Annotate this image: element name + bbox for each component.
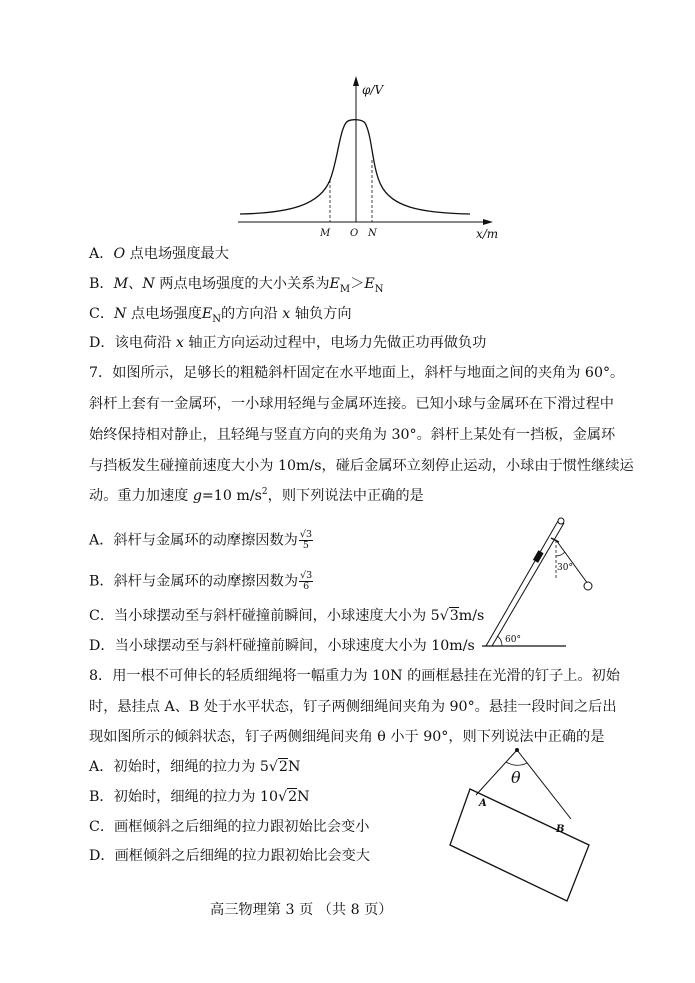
rope-angle-label: 30°	[557, 563, 573, 573]
q7-stem-line-3: 始终保持相对静止，且轻绳与竖直方向的夹角为 30°。斜杆上某处有一挡板，金属环	[89, 427, 616, 443]
q7-option-c: C．当小球摆动至与斜杆碰撞前瞬间，小球速度大小为 5√3m/s	[89, 608, 485, 624]
q8-option-b: B．初始时，细绳的拉力为 10√2N	[89, 789, 310, 805]
point-a-label: A	[479, 798, 487, 809]
tick-label-m: M	[320, 228, 331, 239]
q6-option-c: C．N 点电场强度$E_N$的方向沿 x 轴负方向	[89, 306, 352, 325]
y-axis-label: φ/V	[362, 83, 384, 97]
tick-label-n: N	[368, 228, 377, 239]
q6-option-a: A．O 点电场强度最大	[89, 246, 229, 262]
q7-option-d: D．当小球摆动至与斜杆碰撞前瞬间，小球速度大小为 10m/s	[89, 638, 475, 654]
point-b-label: B	[556, 824, 565, 835]
q8-option-a: A．初始时，细绳的拉力为 5√2N	[89, 759, 301, 775]
picture-frame	[450, 789, 589, 901]
x-axis-label: x/m	[476, 227, 499, 241]
nail	[515, 748, 519, 752]
string-right	[517, 750, 571, 819]
q8-option-c: C．画框倾斜之后细绳的拉力跟初始比会变小	[89, 819, 370, 835]
q7-option-a: A．斜杆与金属环的动摩擦因数为 $\frac{√3}{5}$	[89, 529, 312, 551]
q7-stem-line-1: 7．如图所示，足够长的粗糙斜杆固定在水平地面上，斜杆与地面之间的夹角为 60°。	[89, 365, 625, 381]
q7-stem-line-5: 动。重力加速度 g=10 $m/s^2$，则下列说法中正确的是	[89, 487, 424, 504]
fraction-sqrt3-over-6: $\frac{√3}{6}$	[300, 570, 313, 592]
q7-stem-line-4: 与挡板发生碰撞前速度大小为 10m/s，碰后金属环立刻停止运动，小球由于惯性继续运	[89, 458, 634, 474]
q8-stem-line-1: 8．用一根不可伸长的轻质细绳将一幅重力为 10N 的画框悬挂在光滑的钉子上。初始	[89, 668, 620, 684]
theta-arc	[506, 762, 527, 765]
q6-option-b: B．M、N 两点电场强度的大小关系为$E_M>E_N$	[89, 276, 384, 295]
q8-option-d: D．画框倾斜之后细绳的拉力跟初始比会变大	[89, 848, 370, 864]
q8-stem-line-3: 现如图所示的倾斜状态，钉子两侧细绳间夹角 θ 小于 90°，则下列说法中正确的是	[89, 729, 605, 745]
q7-stem-line-2: 斜杆上套有一金属环，一小球用轻绳与金属环连接。已知小球与金属环在下滑过程中	[89, 396, 614, 412]
fraction-sqrt3-over-5: $\frac{√3}{5}$	[299, 529, 312, 551]
theta-label: θ	[511, 768, 521, 787]
page-footer: 高三物理第 3 页 （共 8 页）	[210, 902, 393, 918]
q8-stem-line-2: 时，悬挂点 A、B 处于水平状态，钉子两侧细绳间夹角为 90°。悬挂一段时间之后出	[89, 699, 617, 715]
ground-angle-label: 60°	[505, 635, 521, 645]
q6-option-d: D．该电荷沿 x 轴正方向运动过程中，电场力先做正功再做负功	[89, 335, 487, 351]
tick-label-o: O	[350, 228, 359, 239]
q7-option-b: B．斜杆与金属环的动摩擦因数为 $\frac{√3}{6}$	[89, 570, 313, 592]
